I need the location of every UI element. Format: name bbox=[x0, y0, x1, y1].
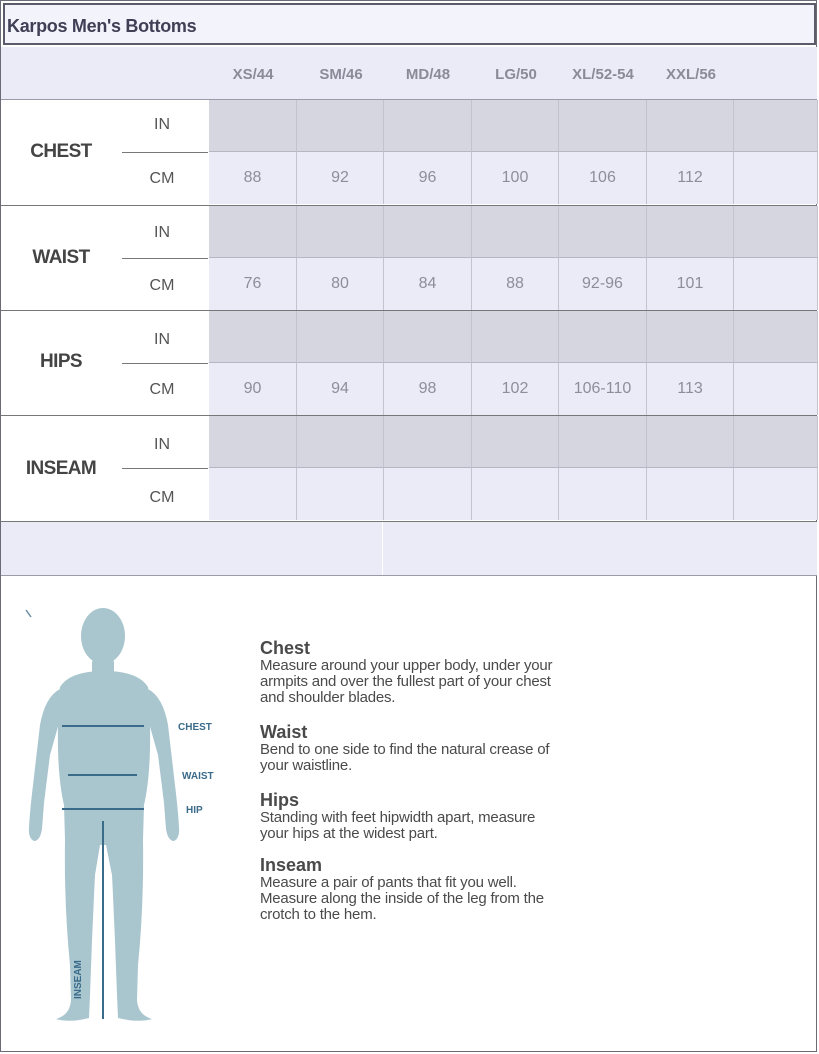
table-cell: 88 bbox=[472, 258, 559, 310]
table-cell bbox=[209, 206, 297, 258]
row-label-inseam: INSEAM bbox=[25, 458, 97, 479]
row-label-waist: WAIST bbox=[32, 247, 90, 268]
table-cell: 106-110 bbox=[559, 363, 647, 415]
table-cell bbox=[647, 311, 734, 363]
table-cell: 90 bbox=[209, 363, 297, 415]
table-cell bbox=[297, 311, 384, 363]
table-cell bbox=[559, 206, 647, 258]
table-cell bbox=[209, 311, 297, 363]
table-cell: 88 bbox=[209, 152, 297, 204]
table-cell: 84 bbox=[384, 258, 472, 310]
table-cell bbox=[384, 206, 472, 258]
table-cell bbox=[734, 468, 818, 520]
footer-cell bbox=[208, 522, 296, 575]
unit-label-in: IN bbox=[154, 436, 170, 453]
table-cell bbox=[472, 100, 559, 152]
table-cell bbox=[472, 416, 559, 468]
unit-label-cm: CM bbox=[149, 381, 175, 398]
figure-label-chest: CHEST bbox=[178, 722, 212, 733]
group-divider bbox=[1, 310, 817, 311]
table-cell bbox=[559, 416, 647, 468]
unit-label-in: IN bbox=[154, 116, 170, 133]
size-header: XXL/56 bbox=[665, 66, 717, 83]
table-cell bbox=[559, 100, 647, 152]
table-cell bbox=[559, 311, 647, 363]
table-cell bbox=[647, 416, 734, 468]
figure-label-waist: WAIST bbox=[182, 771, 214, 782]
body-silhouette-icon bbox=[20, 605, 230, 1030]
guide-text: Measure along the inside of the leg from the bbox=[260, 890, 544, 907]
table-cell bbox=[734, 258, 818, 310]
table-cell: 94 bbox=[297, 363, 384, 415]
figure-label-inseam: INSEAM bbox=[73, 960, 84, 999]
row-label-chest: CHEST bbox=[30, 141, 92, 162]
size-header: SM/46 bbox=[319, 66, 363, 83]
table-cell bbox=[472, 311, 559, 363]
table-cell bbox=[472, 206, 559, 258]
guide-heading: Waist bbox=[260, 722, 308, 742]
unit-label-cm: CM bbox=[149, 277, 175, 294]
footer-cell bbox=[1, 522, 209, 575]
table-cell bbox=[734, 152, 818, 204]
table-cell bbox=[384, 468, 472, 520]
table-cell bbox=[472, 468, 559, 520]
table-cell: 76 bbox=[209, 258, 297, 310]
guide-heading: Hips bbox=[260, 790, 300, 810]
table-cell bbox=[734, 311, 818, 363]
unit-label-cm: CM bbox=[149, 170, 175, 187]
table-cell: 80 bbox=[297, 258, 384, 310]
table-cell bbox=[647, 468, 734, 520]
table-cell bbox=[384, 311, 472, 363]
title-bar bbox=[3, 3, 816, 45]
unit-divider bbox=[122, 258, 208, 259]
table-cell: 92-96 bbox=[559, 258, 647, 310]
size-header-row bbox=[1, 47, 817, 100]
figure-label-hip: HIP bbox=[186, 805, 203, 816]
table-cell bbox=[647, 206, 734, 258]
table-cell: 100 bbox=[472, 152, 559, 204]
table-cell bbox=[209, 468, 297, 520]
unit-divider bbox=[122, 152, 208, 153]
table-cell bbox=[734, 206, 818, 258]
guide-heading: Inseam bbox=[260, 855, 323, 875]
table-cell bbox=[734, 100, 818, 152]
unit-divider bbox=[122, 468, 208, 469]
guide-text: Standing with feet hipwidth apart, measure bbox=[260, 809, 536, 826]
guide-text: Bend to one side to find the natural crease of bbox=[260, 741, 550, 758]
size-header: LG/50 bbox=[495, 66, 537, 83]
unit-divider bbox=[122, 363, 208, 364]
guide-text: your hips at the widest part. bbox=[260, 825, 438, 842]
size-header: XS/44 bbox=[232, 66, 274, 83]
table-cell: 101 bbox=[647, 258, 734, 310]
guide-text: armpits and over the fullest part of your chest bbox=[260, 673, 551, 690]
guide-text: Measure around your upper body, under your bbox=[260, 657, 553, 674]
size-header: MD/48 bbox=[405, 66, 451, 83]
guide-text: crotch to the hem. bbox=[260, 906, 377, 923]
table-cell bbox=[384, 100, 472, 152]
guide-waist bbox=[260, 722, 600, 774]
group-divider bbox=[1, 415, 817, 416]
footer-cell bbox=[295, 522, 383, 575]
guide-text: your waistline. bbox=[260, 757, 353, 774]
table-cell bbox=[297, 416, 384, 468]
table-cell bbox=[297, 206, 384, 258]
guide-inseam bbox=[260, 855, 600, 923]
table-cell bbox=[209, 416, 297, 468]
table-cell: 106 bbox=[559, 152, 647, 204]
body-measurement-figure bbox=[20, 605, 230, 1030]
table-cell bbox=[297, 468, 384, 520]
table-cell: 102 bbox=[472, 363, 559, 415]
unit-label-in: IN bbox=[154, 331, 170, 348]
table-cell bbox=[384, 416, 472, 468]
table-cell bbox=[559, 468, 647, 520]
chart-title: Karpos Men's Bottoms bbox=[7, 16, 197, 36]
guide-heading: Chest bbox=[260, 638, 311, 658]
guide-hips bbox=[260, 790, 600, 842]
unit-label-cm: CM bbox=[149, 489, 175, 506]
table-cell: 112 bbox=[647, 152, 734, 204]
table-cell bbox=[734, 363, 818, 415]
table-cell bbox=[209, 100, 297, 152]
row-label-hips: HIPS bbox=[40, 351, 82, 372]
size-header: XL/52-54 bbox=[572, 66, 634, 83]
group-divider bbox=[1, 205, 817, 206]
guide-text: Measure a pair of pants that fit you well. bbox=[260, 874, 517, 891]
guide-text: and shoulder blades. bbox=[260, 689, 396, 706]
guide-chest bbox=[260, 638, 600, 706]
table-cell: 96 bbox=[384, 152, 472, 204]
table-cell bbox=[647, 100, 734, 152]
table-cell: 92 bbox=[297, 152, 384, 204]
unit-label-in: IN bbox=[154, 224, 170, 241]
table-footer-row bbox=[1, 521, 817, 576]
table-cell: 113 bbox=[647, 363, 734, 415]
table-cell bbox=[297, 100, 384, 152]
table-cell bbox=[734, 416, 818, 468]
table-cell: 98 bbox=[384, 363, 472, 415]
